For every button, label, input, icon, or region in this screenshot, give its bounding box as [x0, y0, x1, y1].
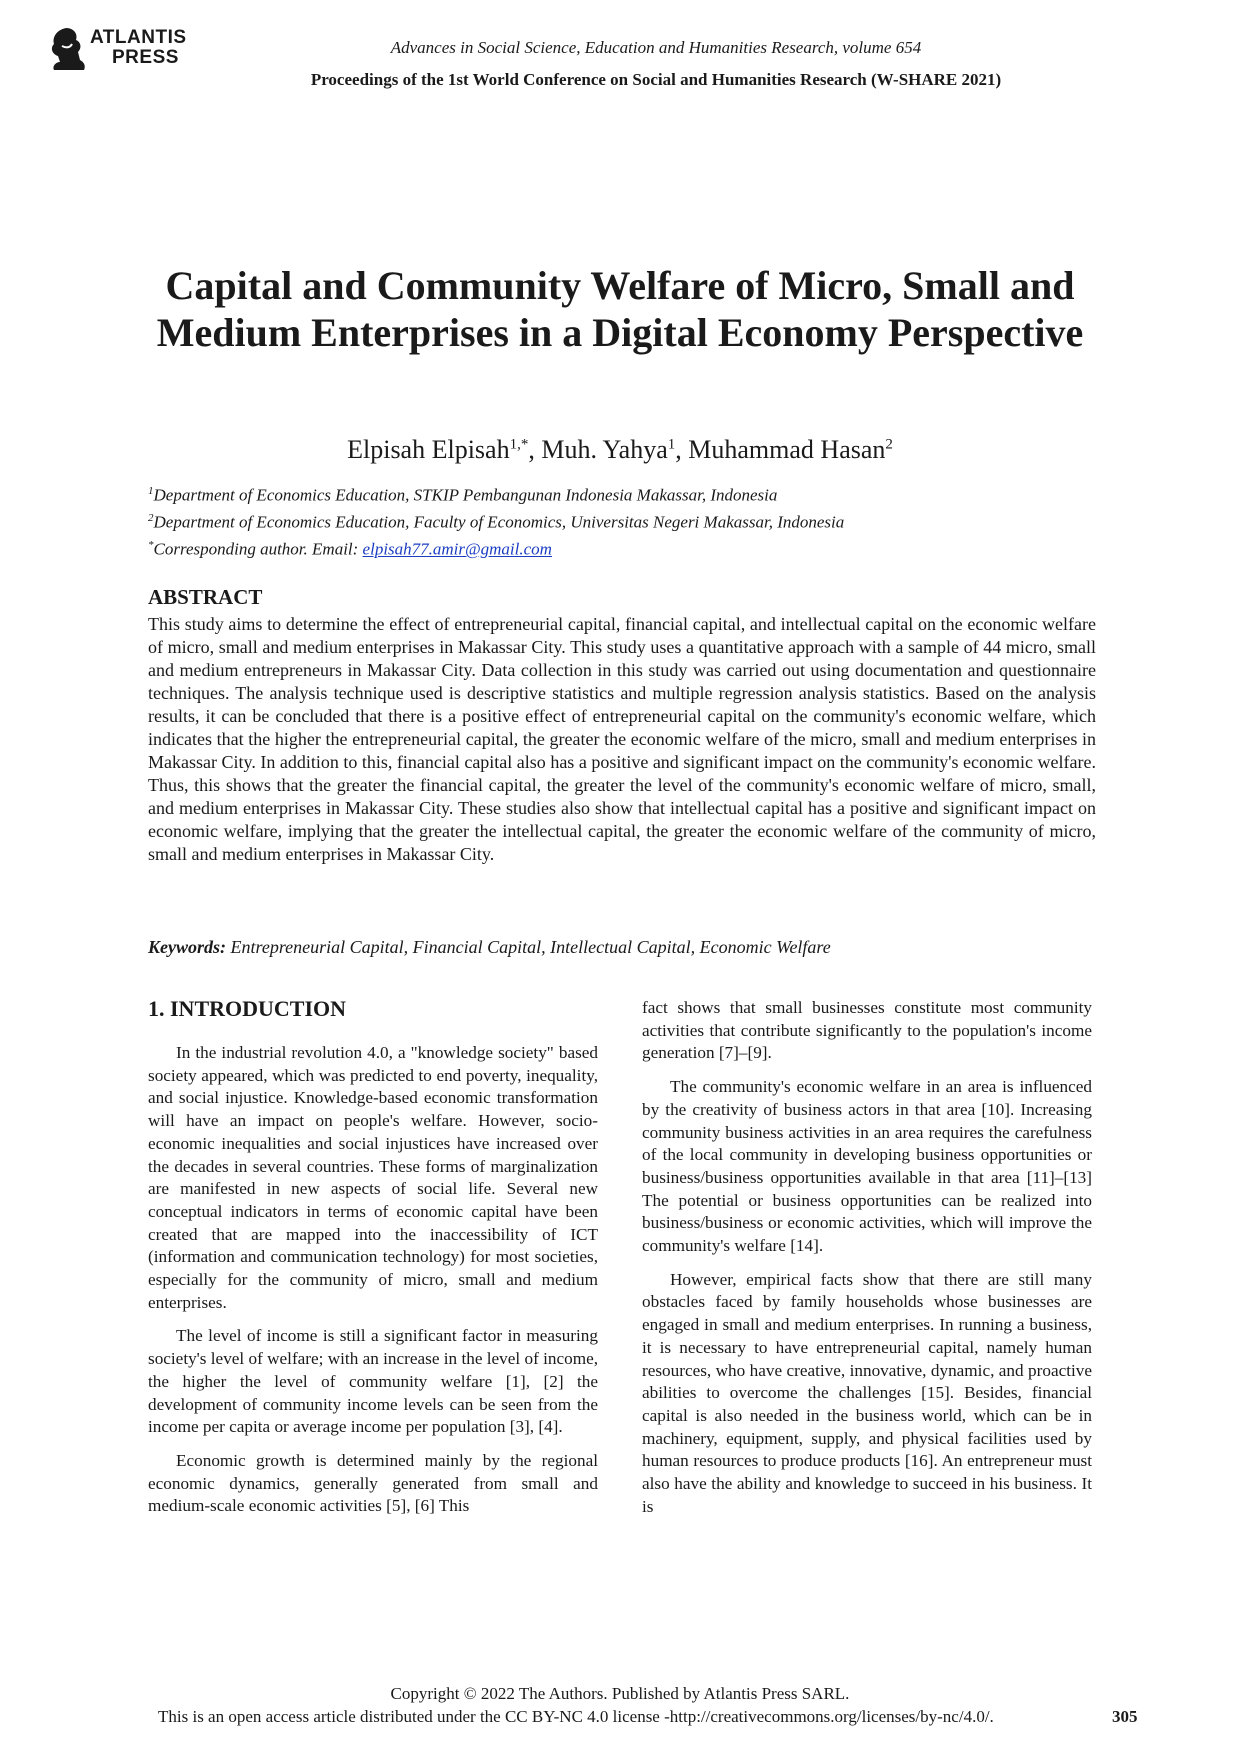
author-affil-marker: 1 — [667, 436, 676, 453]
corresponding-author: *Corresponding author. Email: elpisah77.amir@gmail.com — [148, 539, 552, 559]
section-heading-introduction: 1. INTRODUCTION — [148, 996, 347, 1021]
paragraph: Economic growth is determined mainly by the regional economic dynamics, generally generated from small and medium-scale economic activities [5], [6] This — [148, 1450, 598, 1516]
paragraph: In the industrial revolution 4.0, a "knowledge society" based society appeared, which was predicted to end poverty, inequality, and social injustice. Knowledge-based economic transformation will have an impact on people's welfare. However, socio-economic inequalities and social injustices have increased over the decades in several countries. These forms of marginalization are manifested in new aspects of social life. Several new conceptual indicators in terms of economic capital have been created that are mapped into the inaccessibility of ICT (information and communication technology) for most societies, especially for the community of micro, small and medium enterprises. — [148, 1043, 598, 1312]
author-affil-marker: 2 — [885, 436, 893, 453]
paragraph: However, empirical facts show that there are still many obstacles faced by family households whose businesses are engaged in small and medium enterprises. In running a business, it is necessary to have entrepreneurial capital, namely human resources, who have creative, innovative, dynamic, and proactive abilities to overcome the challenges [15]. Besides, financial capital is also needed in the business world, which can be in machinery, equipment, supply, and physical facilities used by human resources to produce products [16]. An entrepreneur must also have the ability and knowledge to succeed in his business. It is — [642, 1269, 1092, 1516]
author-affil-marker: 1,* — [509, 436, 529, 453]
paragraph: The level of income is still a significant factor in measuring society's level of welfare; with an increase in the level of income, the higher the level of community welfare [1], [2] the development of community income levels can be seen from the income per capita or average income per population [3], [4]. — [148, 1326, 598, 1437]
author-name: Muh. Yahya — [541, 435, 668, 464]
series-header: Advances in Social Science, Education and Humanities Research, volume 654 — [390, 38, 922, 57]
affiliation-2: $^2$Department of Economics Education, Faculty of Economics, Universitas Negeri Makassar, Indonesia — [148, 512, 845, 532]
author-name: Elpisah Elpisah — [347, 435, 510, 464]
page-number: 305 — [1112, 1707, 1138, 1726]
paragraph: fact shows that small businesses constitute most community activities that contribute significantly to the population's income generation [7]–[9]. — [642, 998, 1092, 1063]
paper-title: Capital and Community Welfare of Micro, Small and Medium Enterprises in a Digital Economy Perspective — [156, 263, 1084, 355]
affiliations — [148, 480, 844, 561]
proceedings-header: Proceedings of the 1st World Conference on Social and Humanities Research (W-SHARE 2021) — [310, 70, 1002, 89]
logo-wordmark: ATLANTIS PRESS — [90, 27, 187, 68]
right-column — [642, 997, 1092, 1529]
keywords — [148, 937, 831, 958]
author-list: Elpisah Elpisah$^{1,*}$, Muh. Yahya$^1$, Muhammad Hasan$^2$ — [347, 435, 893, 464]
license-notice: This is an open access article distributed under the CC BY-NC 4.0 license -http://creativecommons.org/licenses/by-nc/4.0/. — [158, 1707, 994, 1726]
left-column — [148, 1042, 598, 1529]
keywords-label: Keywords: — [148, 937, 226, 957]
affiliation-1: $^1$Department of Economics Education, STKIP Pembangunan Indonesia Makassar, Indonesia — [148, 485, 778, 505]
author-name: Muhammad Hasan — [688, 435, 886, 464]
email-link[interactable]: elpisah77.amir@gmail.com — [362, 539, 552, 559]
copyright-notice: Copyright © 2022 The Authors. Published by Atlantis Press SARL. — [390, 1684, 850, 1703]
keywords-text: Entrepreneurial Capital, Financial Capital, Intellectual Capital, Economic Welfare — [226, 937, 831, 957]
abstract-heading: ABSTRACT — [148, 585, 263, 609]
paragraph: The community's economic welfare in an area is influenced by the creativity of business actors in that area [10]. Increasing community business activities in an area requires the carefulness of the local community in developing business opportunities or business/business opportunities available in that area [11]–[13] The potential or business opportunities can be realized into business/business or economic activities, which will improve the community's welfare [14]. — [642, 1077, 1092, 1256]
abstract-text: This study aims to determine the effect of entrepreneurial capital, financial capital, and intellectual capital on the economic welfare of micro, small and medium enterprises in Makassar City. This study uses a quantitative approach with a sample of 44 micro, small and medium entrepreneurs in Makassar City. Data collection in this study was carried out using documentation and questionnaire techniques. The analysis technique used is descriptive statistics and multiple regression analysis statistics. Based on the analysis results, it can be concluded that there is a positive effect of entrepreneurial capital on the community's economic welfare, which indicates that the higher the entrepreneurial capital, the greater the economic welfare of the micro, small and medium enterprises in Makassar City. In addition to this, financial capital also has a positive and significant impact on the community's economic welfare. Thus, this shows that the greater the financial capital, the greater the level of the community's economic welfare of micro, small, and medium enterprises in Makassar City. These studies also show that intellectual capital has a positive and significant impact on economic welfare, implying that the greater the intellectual capital, the greater the economic welfare of the community of micro, small and medium enterprises in Makassar City. — [148, 614, 1096, 864]
